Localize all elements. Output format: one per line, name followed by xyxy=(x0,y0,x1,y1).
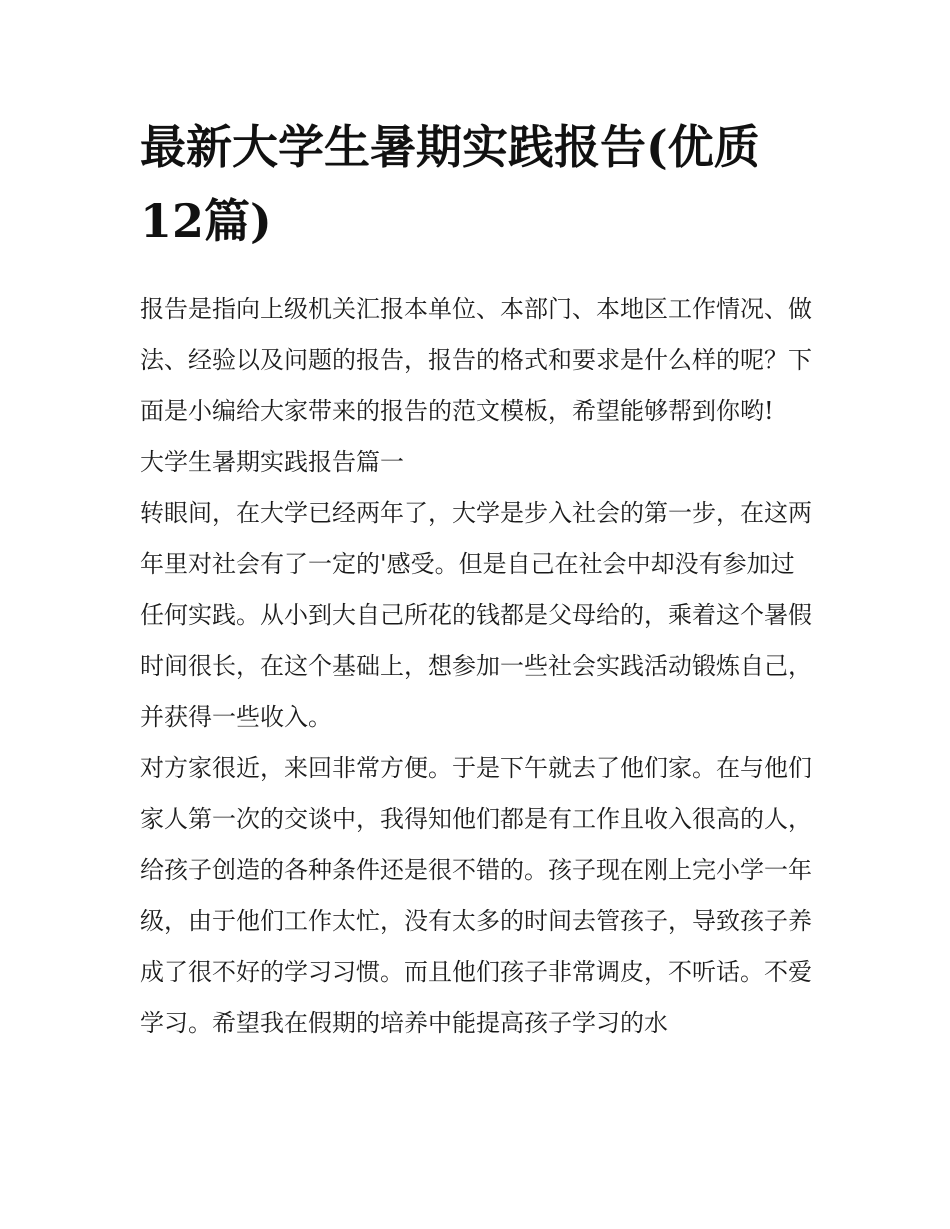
intro-paragraph: 报告是指向上级机关汇报本单位、本部门、本地区工作情况、做法、经验以及问题的报告，报告的格式和要求是什么样的呢？下面是小编给大家带来的报告的范文模板，希望能够帮到你哟! xyxy=(140,295,812,425)
document-body xyxy=(140,284,812,1049)
body-paragraph-2: 对方家很近，来回非常方便。于是下午就去了他们家。在与他们家人第一次的交谈中，我得知他们都是有工作且收入很高的人，给孩子创造的各种条件还是很不错的。孩子现在刚上完小学一年级，由于他们工作太忙，没有太多的时间去管孩子，导致孩子养成了很不好的学习习惯。而且他们孩子非常调皮，不听话。不爱学习。希望我在假期的培养中能提高孩子学习的水 xyxy=(140,754,812,1037)
document-content xyxy=(140,110,812,1049)
body-paragraph-1: 转眼间，在大学已经两年了，大学是步入社会的第一步，在这两年里对社会有了一定的'感受。但是自己在社会中却没有参加过任何实践。从小到大自己所花的钱都是父母给的，乘着这个暑假时间很长，在这个基础上，想参加一些社会实践活动锻炼自己，并获得一些收入。 xyxy=(140,499,812,731)
document-title: 最新大学生暑期实践报告(优质12篇) xyxy=(140,120,760,248)
section-heading: 大学生暑期实践报告篇一 xyxy=(140,448,404,476)
